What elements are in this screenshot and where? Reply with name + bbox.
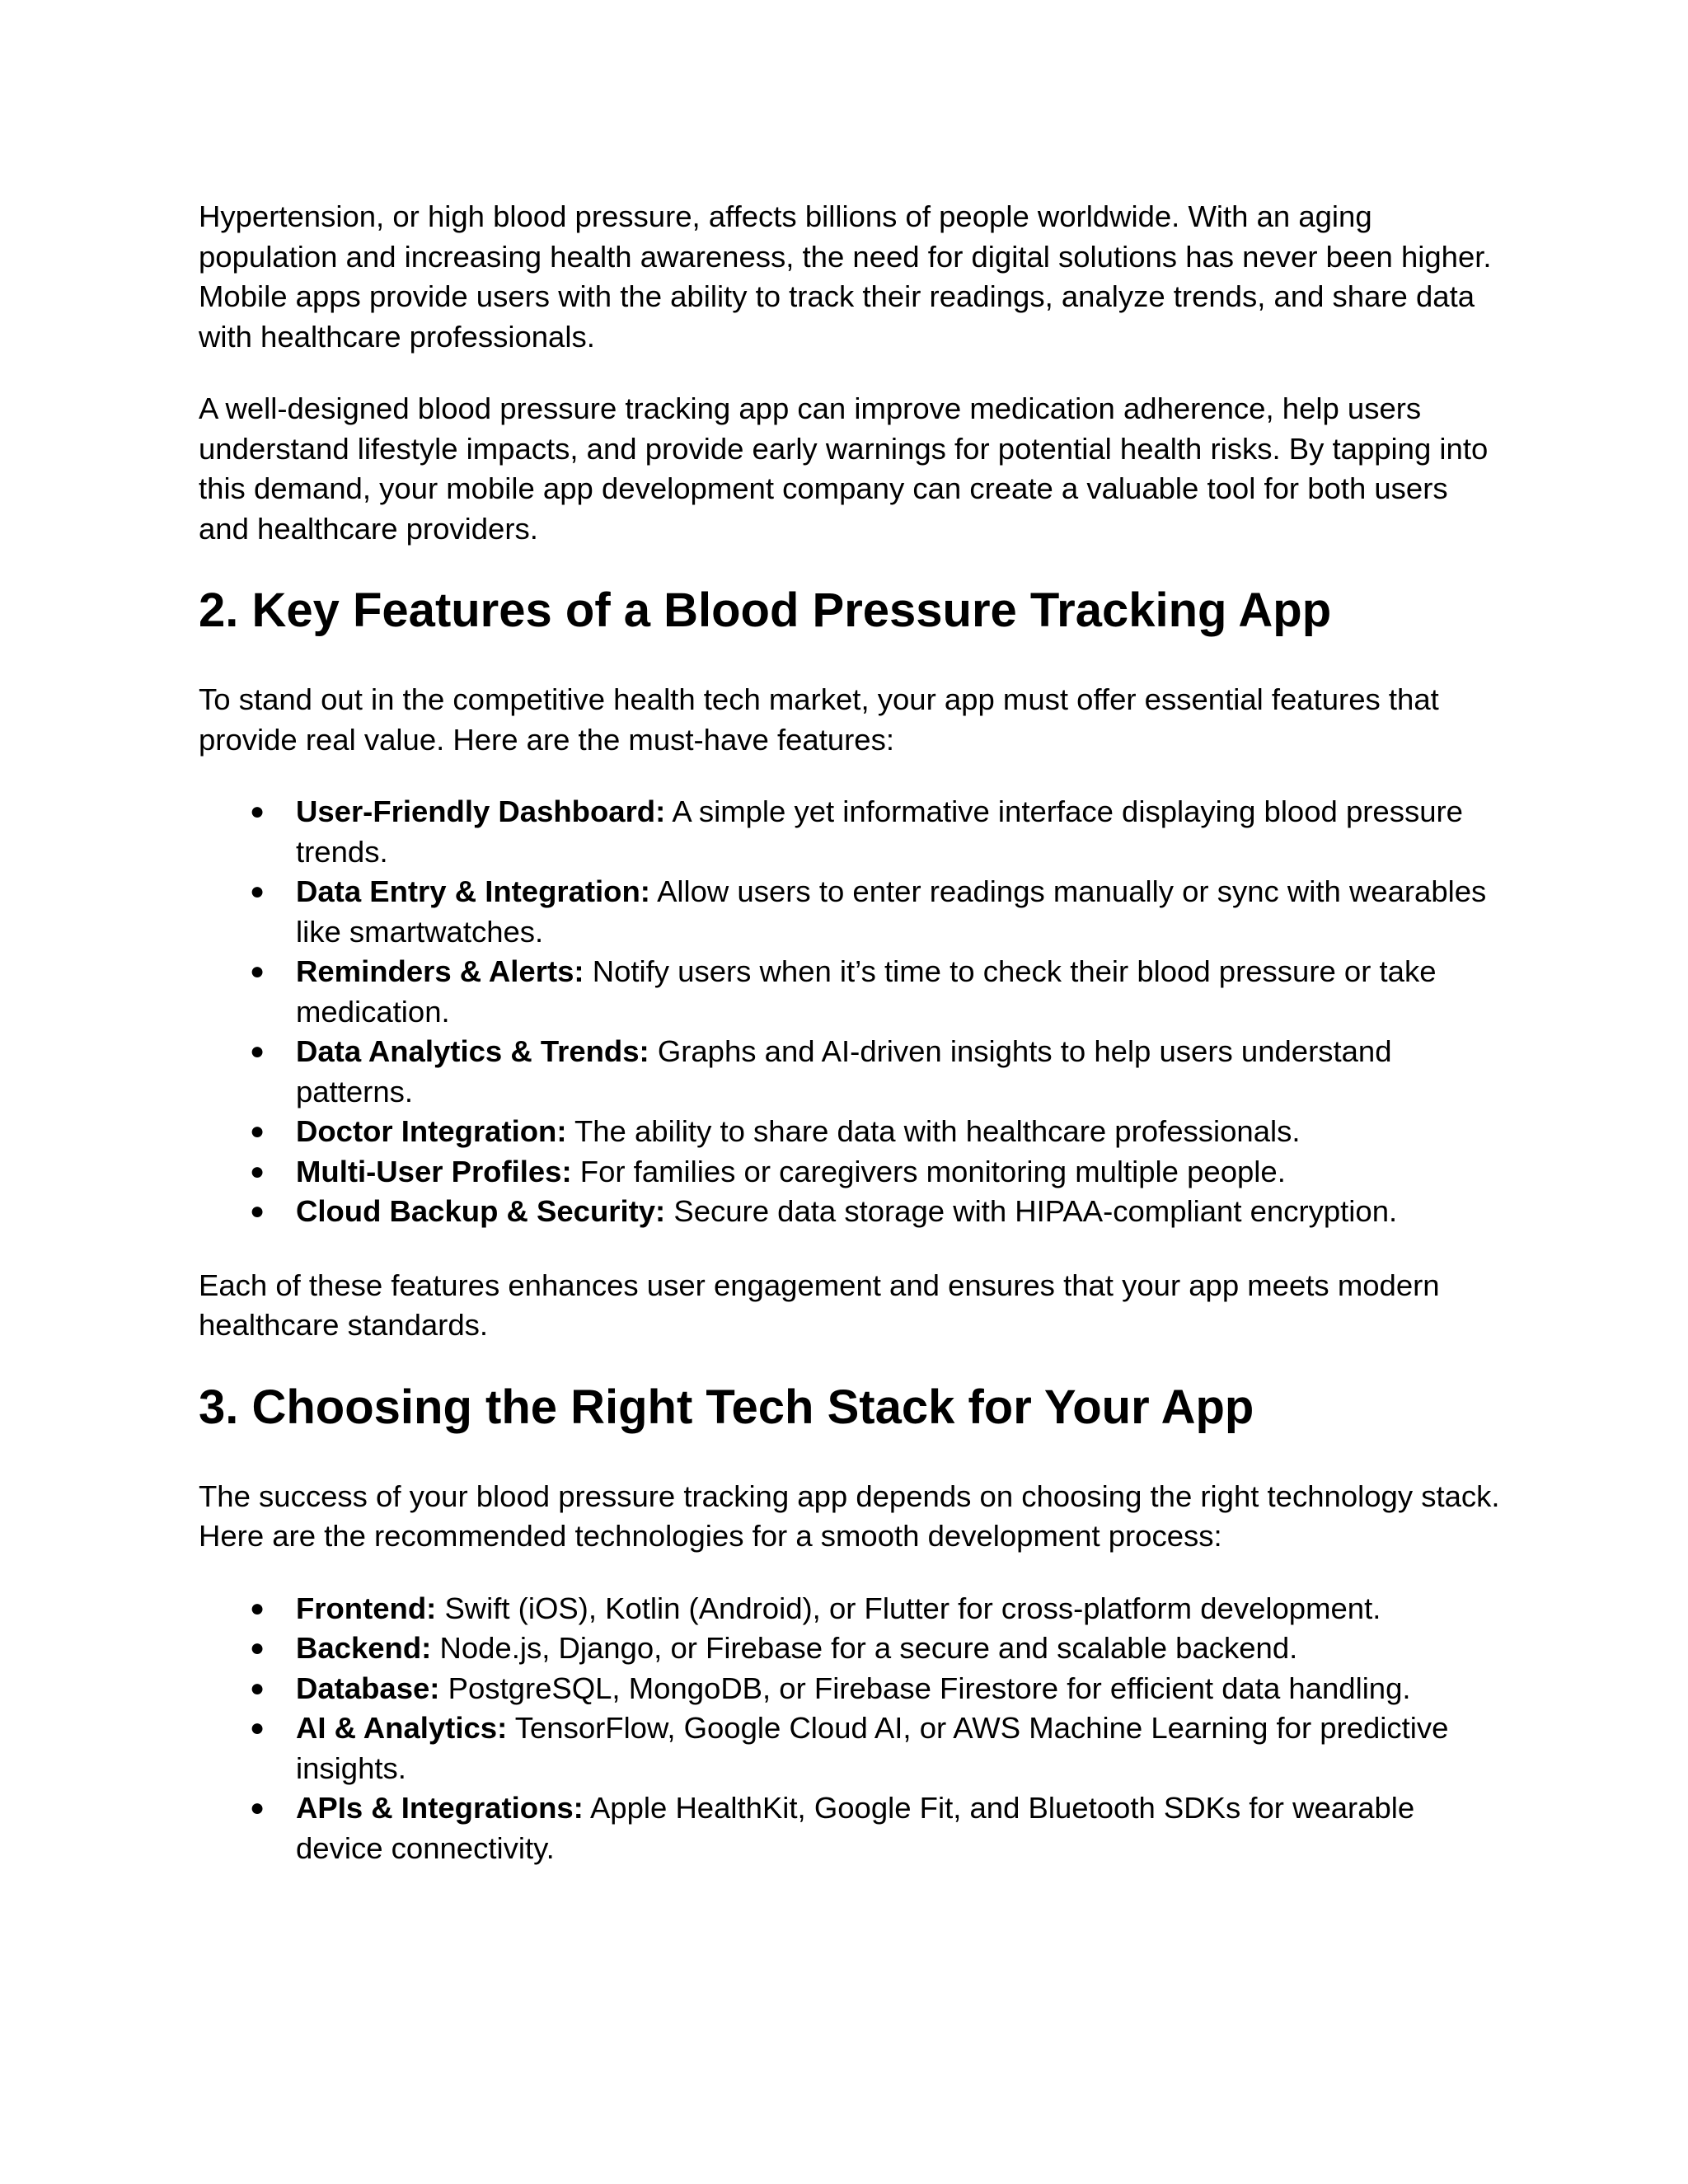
list-item	[199, 1629, 1501, 1669]
list-item-term: Reminders & Alerts:	[296, 954, 584, 988]
document-page	[199, 197, 1501, 1902]
list-item-term: User-Friendly Dashboard:	[296, 794, 666, 828]
list-item-text: Node.js, Django, or Firebase for a secure and scalable backend.	[431, 1631, 1298, 1665]
bullet-icon: ●	[250, 1674, 265, 1702]
list-item-term: Cloud Backup & Security:	[296, 1194, 666, 1228]
list-item-text: For families or caregivers monitoring multiple people.	[571, 1154, 1286, 1188]
list-item-term: Data Entry & Integration:	[296, 874, 650, 908]
section-2-outro: Each of these features enhances user engagement and ensures that your app meets modern healthcare standards.	[199, 1268, 1440, 1342]
tech-stack-list	[199, 1589, 1501, 1869]
list-item	[199, 1788, 1501, 1868]
list-item-text: Apple HealthKit, Google Fit, and Bluetooth SDKs for wearable device connectivity.	[296, 1791, 1415, 1865]
list-item-term: Multi-User Profiles:	[296, 1154, 572, 1188]
section-3-intro: The success of your blood pressure tracking app depends on choosing the right technology stack. Here are the recommended technologies for a smooth development process:	[199, 1479, 1500, 1553]
list-item-text: TensorFlow, Google Cloud AI, or AWS Machine Learning for predictive insights.	[296, 1711, 1449, 1785]
bullet-icon: ●	[250, 1594, 265, 1622]
bullet-icon: ●	[250, 1794, 265, 1821]
list-item-text: Graphs and AI-driven insights to help users understand patterns.	[296, 1034, 1392, 1108]
list-item-text: Swift (iOS), Kotlin (Android), or Flutter for cross-platform development.	[436, 1591, 1381, 1625]
bullet-icon: ●	[250, 798, 265, 825]
bullet-icon: ●	[250, 1714, 265, 1741]
section-2-intro: To stand out in the competitive health tech market, your app must offer essential features that provide real value. Here are the must-have features:	[199, 682, 1439, 757]
list-item-text: Secure data storage with HIPAA-compliant encryption.	[665, 1194, 1398, 1228]
list-item-text: Allow users to enter readings manually or sync with wearables like smartwatches.	[296, 874, 1487, 949]
list-item	[199, 1589, 1501, 1629]
list-item-term: Backend:	[296, 1631, 432, 1665]
list-item	[199, 952, 1501, 1032]
bullet-icon: ●	[250, 1197, 265, 1225]
list-item	[199, 872, 1501, 952]
bullet-icon: ●	[250, 878, 265, 905]
list-item-text: PostgreSQL, MongoDB, or Firebase Firestore for efficient data handling.	[439, 1671, 1411, 1705]
bullet-icon: ●	[250, 1118, 265, 1145]
list-item-text: A simple yet informative interface displaying blood pressure trends.	[296, 794, 1463, 869]
bullet-icon: ●	[250, 1634, 265, 1661]
list-item-text: Notify users when it’s time to check their blood pressure or take medication.	[296, 954, 1437, 1029]
intro-paragraph-2: A well-designed blood pressure tracking app can improve medication adherence, help users understand lifestyle impacts, and provide early warnings for potential health risks. By tapping into this demand, your mobile app development company can create a valuable tool for both users and healthcare providers.	[199, 391, 1489, 546]
list-item-text: The ability to share data with healthcare professionals.	[566, 1114, 1301, 1148]
list-item-term: Doctor Integration:	[296, 1114, 567, 1148]
bullet-icon: ●	[250, 1157, 265, 1185]
list-item	[199, 1708, 1501, 1788]
list-item-term: AI & Analytics:	[296, 1711, 508, 1745]
list-item	[199, 1112, 1501, 1152]
bullet-icon: ●	[250, 1038, 265, 1065]
list-item	[199, 792, 1501, 872]
list-item	[199, 1032, 1501, 1112]
list-item-term: APIs & Integrations:	[296, 1791, 584, 1825]
features-list	[199, 792, 1501, 1232]
list-item-term: Frontend:	[296, 1591, 437, 1625]
intro-paragraph-1: Hypertension, or high blood pressure, affects billions of people worldwide. With an aging population and increasing health awareness, the need for digital solutions has never been higher. Mobile apps provide users with the ability to track their readings, analyze trends, and share data with healthcare professionals.	[199, 199, 1492, 354]
list-item-term: Database:	[296, 1671, 440, 1705]
list-item	[199, 1669, 1501, 1709]
bullet-icon: ●	[250, 958, 265, 985]
list-item	[199, 1192, 1501, 1232]
section-2-heading: 2. Key Features of a Blood Pressure Tracking App	[199, 583, 1332, 637]
section-3-heading: 3. Choosing the Right Tech Stack for Your App	[199, 1380, 1254, 1434]
list-item-term: Data Analytics & Trends:	[296, 1034, 649, 1068]
list-item	[199, 1152, 1501, 1193]
